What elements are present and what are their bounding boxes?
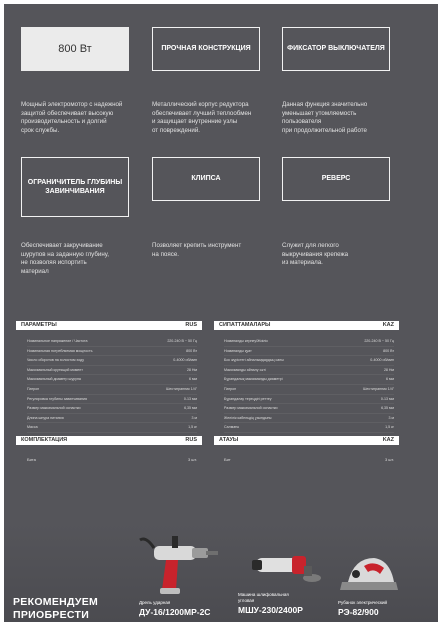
feature-switch-lock-title: ФИКСАТОР ВЫКЛЮЧАТЕЛЯ: [287, 45, 385, 53]
table-row: [224, 366, 394, 376]
params-ru-header: [16, 321, 202, 330]
table-row: [224, 404, 394, 414]
table-row: [27, 404, 197, 414]
table-row: [224, 395, 394, 405]
product-caption-drill: [139, 600, 210, 617]
param-label: Максимальный диаметр шурупа: [27, 377, 81, 382]
param-value: 800 Вт: [383, 348, 394, 353]
table-row: [27, 375, 197, 385]
param-label: Номинальная потребляемая мощность: [27, 348, 93, 353]
kit-ru-row: [27, 457, 197, 462]
param-label: Регулировка глубины завинчивания: [27, 396, 87, 401]
feature-power-desc: Мощный электромотор с надежной защитой обеспечивает высокую производительность и долгий срок службы.: [21, 101, 123, 134]
param-value: 3 м: [388, 415, 394, 420]
param-value: 220-240 В ~ 50 Гц: [167, 339, 197, 343]
manual-page: [4, 4, 438, 622]
feature-construction-desc: Металлический корпус редуктора обеспечивает лучший теплообмен и защищает внутренние узлы от повреждений.: [152, 101, 252, 134]
param-label: Желілік кабельдің ұзындығы: [224, 415, 272, 420]
product-caption-planer: [338, 600, 387, 617]
table-row: [27, 366, 197, 376]
param-label: Бос жүрістегі айналымдардың саны: [224, 358, 284, 363]
param-label: Число оборотов на холостом ходу: [27, 358, 85, 363]
table-row: [224, 375, 394, 385]
param-label: Масса: [27, 425, 38, 430]
feature-depth-stop-title: ОГРАНИЧИТЕЛЬ ГЛУБИНЫ ЗАВИНЧИВАНИЯ: [27, 178, 123, 195]
param-value: 6 мм: [189, 377, 197, 382]
feature-clip-desc: Позволяет крепить инструмент на поясе.: [152, 242, 242, 258]
param-label: Патрон: [27, 386, 40, 391]
product-model-grinder: МШУ-230/2400Р: [238, 604, 303, 615]
feature-power-box: [21, 27, 129, 71]
drill-gearbox: [192, 548, 208, 558]
table-row: [224, 356, 394, 366]
feature-construction-title: ПРОЧНАЯ КОНСТРУКЦИЯ: [161, 45, 251, 53]
angle-grinder-image: [242, 538, 322, 598]
table-row: [224, 347, 394, 357]
param-label: Длина шнура питания: [27, 415, 64, 420]
params-ru-title: ПАРАМЕТРЫ: [21, 322, 57, 328]
kit-kz-item: Бит: [224, 457, 231, 462]
param-value: 6,35 мм: [381, 406, 394, 411]
feature-depth-stop-box: [21, 157, 129, 217]
drill-cord: [140, 539, 154, 548]
feature-construction-box: [152, 27, 260, 71]
param-label: Бұрандалау тереңдігі реттеу: [224, 396, 272, 401]
planer-sole: [340, 582, 398, 590]
drill-side-handle: [172, 536, 178, 548]
table-row: [27, 395, 197, 405]
param-value: 1,5 кг: [188, 425, 197, 430]
recommend-heading: [13, 596, 98, 622]
grinder-tail: [252, 560, 262, 570]
table-row: [27, 414, 197, 424]
param-value: 28 Нм: [383, 367, 394, 372]
product-model-planer: РЭ-82/900: [338, 606, 379, 617]
drill-body: [154, 546, 196, 560]
drill-handle: [162, 560, 178, 590]
product-type-planer: Рубанок электрический: [338, 600, 388, 605]
table-row: [224, 385, 394, 395]
param-value: Шестигранник 1/4": [363, 386, 394, 391]
feature-power-title: 800 Вт: [58, 42, 92, 55]
param-value: 800 Вт: [186, 348, 197, 353]
table-row: [27, 423, 197, 433]
feature-clip-title: КЛИПСА: [191, 175, 221, 183]
product-caption-grinder: [238, 592, 303, 615]
param-value: 6,35 мм: [184, 406, 197, 411]
params-kz-header: [214, 321, 399, 330]
product-type-grinder: Машина шлифовальная угловая: [238, 592, 289, 603]
params-ru-table: [27, 337, 197, 433]
kit-ru-header: [16, 436, 202, 445]
param-label: Номиналды қуат: [224, 348, 252, 353]
param-value: Шестигранник 1/4": [166, 386, 197, 391]
feature-depth-stop-desc: Обеспечивает закручивание шурупов на заданную глубину, не позволяя испортить материал: [21, 242, 109, 275]
table-row: [224, 414, 394, 424]
param-value: 3 м: [191, 415, 197, 420]
param-label: Салмағы: [224, 425, 240, 430]
param-value: 0-4000 об/мин: [173, 358, 197, 363]
feature-clip-box: [152, 157, 260, 201]
param-value: 6 мм: [386, 377, 394, 382]
drill-chuck: [206, 551, 218, 555]
param-value: 0-13 мм: [380, 396, 394, 401]
table-row: [224, 423, 394, 433]
param-label: Максималды айналу сәті: [224, 367, 266, 372]
param-label: Номинальное напряжение / Частота: [27, 339, 88, 343]
param-label: Бұрандалық максималды диаметрі: [224, 377, 283, 382]
recommend-line-2: ПРИОБРЕСТИ: [13, 609, 90, 622]
feature-reverse-box: [282, 157, 390, 201]
params-kz-lang: KAZ: [382, 322, 394, 328]
kit-ru-lang: RUS: [185, 437, 197, 443]
feature-switch-lock-box: [282, 27, 390, 71]
product-type-drill: Дрель ударная: [139, 600, 171, 605]
kit-ru-item: Бита: [27, 457, 36, 462]
feature-switch-lock-desc: Данная функция значительно уменьшает утомляемость пользователя при продолжительной работе: [282, 101, 368, 134]
param-label: Размер максимальной оснастки: [224, 406, 278, 411]
product-model-drill: ДУ-16/1200МР-2С: [139, 606, 211, 617]
params-ru-lang: RUS: [185, 322, 197, 328]
planer-knob: [352, 570, 360, 578]
param-value: 1,5 кг: [385, 425, 394, 430]
grinder-head: [304, 566, 312, 576]
kit-ru-title: КОМПЛЕКТАЦИЯ: [21, 437, 68, 443]
params-kz-title: СИПАТТАМАЛАРЫ: [219, 322, 271, 328]
impact-drill-image: [132, 530, 224, 602]
param-label: Патрон: [224, 386, 237, 391]
param-label: Максимальный крутящий момент: [27, 367, 83, 372]
param-value: 0-13 мм: [183, 396, 197, 401]
param-value: 220-240 В ~ 50 Гц: [364, 339, 394, 343]
table-row: [27, 337, 197, 347]
param-value: 0-4000 об/мин: [370, 358, 394, 363]
table-row: [27, 347, 197, 357]
table-row: [224, 337, 394, 347]
param-value: 28 Нм: [186, 367, 197, 372]
kit-kz-header: [214, 436, 399, 445]
recommend-line-1: РЕКОМЕНДУЕМ: [13, 596, 99, 608]
table-row: [27, 356, 197, 366]
feature-reverse-title: РЕВЕРС: [321, 175, 351, 183]
grinder-accent: [292, 556, 306, 574]
drill-base: [160, 588, 180, 594]
kit-kz-lang: KAZ: [382, 437, 394, 443]
kit-kz-title: АТАУЫ: [219, 437, 239, 443]
planer-image: [334, 544, 406, 600]
param-label: Размер максимальной оснастки: [27, 406, 81, 411]
table-row: [27, 385, 197, 395]
params-kz-table: [224, 337, 394, 433]
kit-kz-row: [224, 457, 394, 462]
kit-kz-qty: 3 шт.: [384, 457, 394, 462]
param-label: Номиналды кернеу/Жиілік: [224, 339, 268, 343]
feature-reverse-desc: Служит для легкого выкручивания крепежа из материала.: [282, 242, 349, 267]
kit-ru-qty: 3 шт.: [187, 457, 197, 462]
